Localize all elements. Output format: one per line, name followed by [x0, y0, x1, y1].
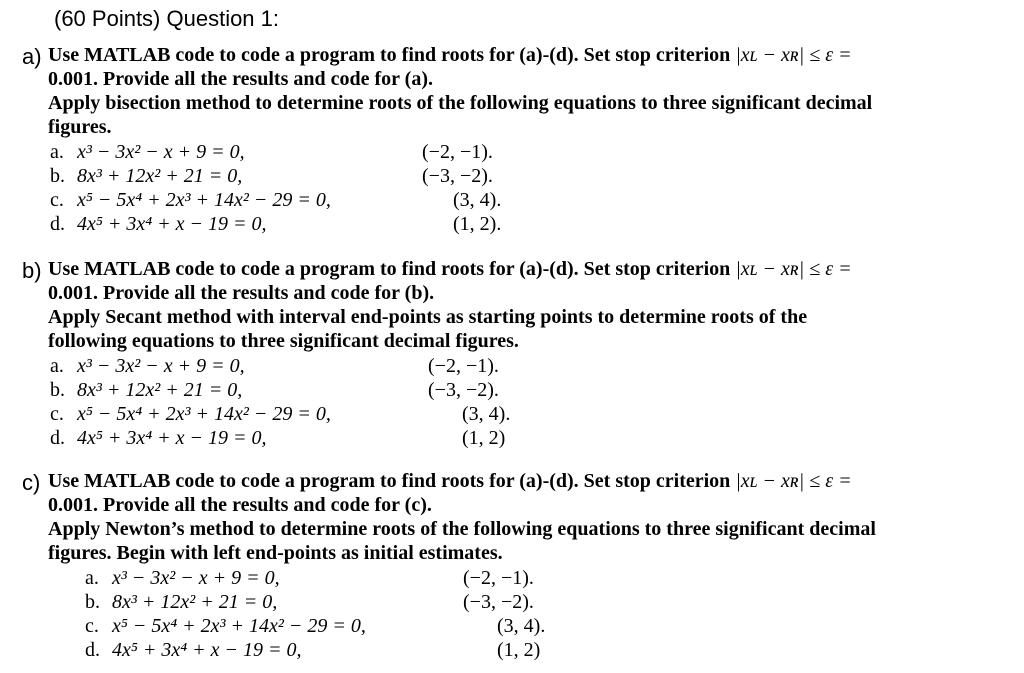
equation-label: c. [50, 189, 64, 211]
equation-label: d. [85, 639, 100, 661]
equation-label: d. [50, 427, 65, 449]
interval: (1, 2). [453, 213, 502, 235]
interval: (−3, −2). [463, 591, 534, 613]
equation: x³ − 3x² − x + 9 = 0, [112, 567, 280, 589]
question-title: (60 Points) Question 1: [54, 6, 280, 31]
equation-label: a. [50, 141, 64, 163]
interval: (1, 2) [462, 427, 506, 449]
interval: (3, 4). [453, 189, 502, 211]
interval: (−3, −2). [422, 165, 493, 187]
equation: x⁵ − 5x⁴ + 2x³ + 14x² − 29 = 0, [77, 403, 331, 425]
interval: (−2, −1). [463, 567, 534, 589]
equation: 8x³ + 12x² + 21 = 0, [112, 591, 278, 613]
equation: 4x⁵ + 3x⁴ + x − 19 = 0, [112, 639, 302, 661]
interval: (1, 2) [497, 639, 541, 661]
equation: 4x⁵ + 3x⁴ + x − 19 = 0, [77, 427, 267, 449]
stop-criterion: |xʟ − xʀ| ≤ ε = [735, 44, 852, 66]
equation: 4x⁵ + 3x⁴ + x − 19 = 0, [77, 213, 267, 235]
instruction-line [48, 470, 852, 493]
instruction-line: 0.001. Provide all the results and code for (c). [48, 494, 432, 516]
interval: (3, 4). [497, 615, 546, 637]
instruction-line: figures. Begin with left end-points as initial estimates. [48, 542, 503, 564]
part-letter: b) [22, 258, 42, 283]
equation-label: b. [50, 165, 65, 187]
equation-label: b. [85, 591, 100, 613]
instruction-line [48, 258, 852, 281]
stop-criterion: |xʟ − xʀ| ≤ ε = [735, 470, 852, 492]
equation-label: c. [50, 403, 64, 425]
interval: (−3, −2). [428, 379, 499, 401]
instruction-line: 0.001. Provide all the results and code for (b). [48, 282, 435, 304]
equation: x⁵ − 5x⁴ + 2x³ + 14x² − 29 = 0, [112, 615, 366, 637]
equation-label: c. [85, 615, 99, 637]
equation: x³ − 3x² − x + 9 = 0, [77, 141, 245, 163]
equation: x³ − 3x² − x + 9 = 0, [77, 355, 245, 377]
instruction-line: Apply bisection method to determine roots of the following equations to three significant decimal [48, 92, 873, 114]
equation-label: b. [50, 379, 65, 401]
interval: (−2, −1). [428, 355, 499, 377]
instruction-text: Use MATLAB code to code a program to find roots for (a)-(d). Set stop criterion [48, 470, 731, 492]
equation-label: a. [85, 567, 99, 589]
instruction-line: Apply Newton’s method to determine roots of the following equations to three significant decimal [48, 518, 876, 540]
stop-criterion: |xʟ − xʀ| ≤ ε = [735, 258, 852, 280]
interval: (3, 4). [462, 403, 511, 425]
instruction-text: Use MATLAB code to code a program to find roots for (a)-(d). Set stop criterion [48, 44, 731, 66]
equation-label: a. [50, 355, 64, 377]
part-letter: c) [22, 470, 41, 495]
instruction-line: figures. [48, 116, 112, 138]
instruction-line: Apply Secant method with interval end-points as starting points to determine roots of the [48, 306, 808, 328]
equation: 8x³ + 12x² + 21 = 0, [77, 165, 243, 187]
instruction-line: following equations to three significant decimal figures. [48, 330, 519, 352]
equation-label: d. [50, 213, 65, 235]
instruction-line [48, 44, 852, 67]
instruction-text: Use MATLAB code to code a program to find roots for (a)-(d). Set stop criterion [48, 258, 731, 280]
interval: (−2, −1). [422, 141, 493, 163]
part-letter: a) [22, 44, 42, 69]
instruction-line: 0.001. Provide all the results and code for (a). [48, 68, 433, 90]
equation: x⁵ − 5x⁴ + 2x³ + 14x² − 29 = 0, [77, 189, 331, 211]
equation: 8x³ + 12x² + 21 = 0, [77, 379, 243, 401]
